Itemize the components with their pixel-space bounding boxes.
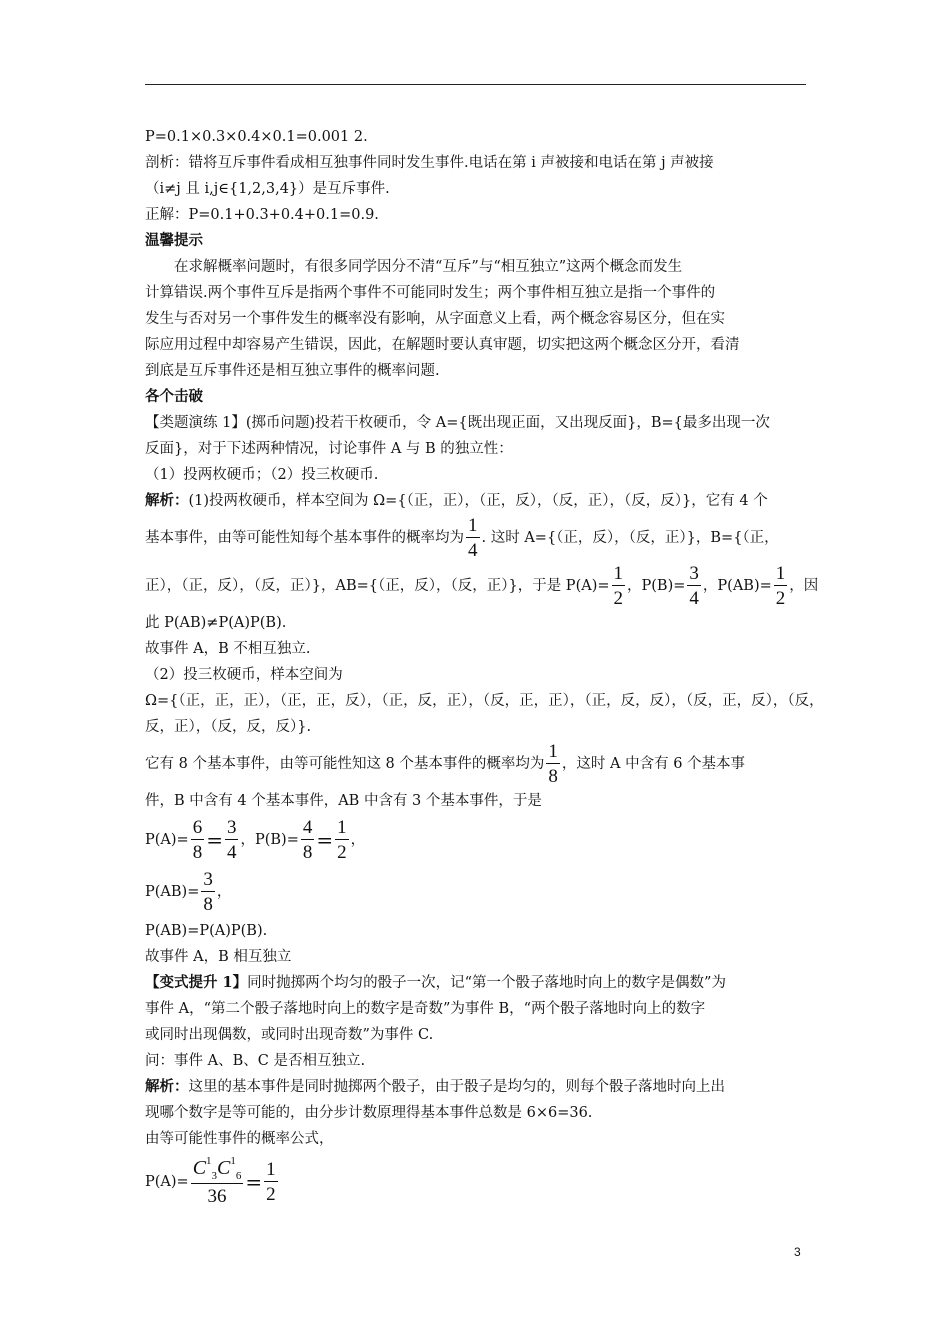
text-line: 到底是互斥事件还是相互独立事件的概率问题.	[145, 363, 440, 379]
denominator: 2	[613, 588, 624, 609]
equals-sign: =	[245, 1170, 263, 1194]
numerator: 6	[192, 817, 203, 838]
text-run: 这里的基本事件是同时抛掷两个骰子，由于骰子是均匀的，则每个骰子落地时向上出	[188, 1079, 725, 1095]
text-run: (1)投两枚硬币，样本空间为 Ω={（正，正），（正，反），（反，正），（反，反）}，它有 4 个	[188, 493, 768, 509]
text-run: ，因	[789, 578, 819, 594]
denominator: 2	[775, 588, 786, 609]
denominator: 4	[226, 842, 237, 863]
fraction-1-2	[264, 1160, 278, 1204]
text-line	[145, 740, 809, 788]
text-line: Ω={（正，正，正），（正，正，反），（正，反，正），（反，正，正），（正，反，反），（反，正，反），（反，	[145, 693, 824, 709]
document-body	[145, 124, 824, 1212]
text-run: ，这时 A 中含有 6 个基本事	[561, 756, 746, 772]
fraction-3-8	[201, 870, 215, 914]
sup: 1	[206, 1155, 212, 1168]
text-line: 现哪个数字是等可能的，由分步计数原理得基本事件总数是 6×6=36.	[145, 1105, 593, 1121]
text-line: 计算错误.两个事件互斥是指两个事件不可能同时发生；两个事件相互独立是指一个事件的	[145, 285, 716, 301]
text-line	[145, 562, 819, 610]
text-run: ，P(B)=	[240, 832, 299, 848]
text-line: 由等可能性事件的概率公式，	[145, 1131, 334, 1147]
text-run: 同时抛掷两个均匀的骰子一次，记“第一个骰子落地时向上的数字是偶数”为	[247, 975, 726, 991]
denominator: 8	[548, 766, 558, 787]
denominator: 8	[302, 842, 313, 863]
numerator: 4	[302, 817, 313, 838]
text-run: P(AB)=	[145, 884, 200, 900]
text-line: （1）投两枚硬币；（2）投三枚硬币.	[145, 467, 379, 483]
text-run: 它有 8 个基本事件，由等可能性知这 8 个基本事件的概率均为	[145, 756, 545, 772]
text-line: 际应用过程中却容易产生错误，因此，在解题时要认真审题，切实把这两个概念区分开，看清	[145, 337, 740, 353]
c-letter: C	[217, 1156, 231, 1179]
text-line	[145, 1152, 809, 1212]
section-heading: 各个击破	[145, 388, 203, 405]
text-run: 基本事件，由等可能性知每个基本事件的概率均为	[145, 530, 464, 546]
denominator: 2	[337, 842, 347, 863]
text-line	[145, 1074, 809, 1100]
text-run: P(A)=	[145, 1174, 189, 1190]
denominator: 4	[468, 540, 478, 561]
text-line	[145, 514, 809, 562]
label-bianshi: 【变式提升 1】	[145, 974, 248, 991]
text-line: （i≠j 且 i,j∈{1,2,3,4}）是互斥事件.	[145, 181, 390, 197]
fraction-1-4	[466, 516, 480, 560]
header-rule	[145, 84, 806, 85]
text-run: ，	[350, 832, 366, 848]
equals-sign: =	[316, 828, 334, 852]
denominator: 2	[266, 1184, 276, 1205]
text-line: （2）投三枚硬币，样本空间为	[145, 667, 343, 683]
fraction-1-2	[774, 564, 788, 608]
sub: 6	[235, 1169, 242, 1182]
text-line: 【类题演练 1】(掷币问题)投若干枚硬币，令 A={既出现正面，又出现反面}，B={最多出现一次	[145, 415, 770, 431]
fraction-combination	[191, 1155, 244, 1208]
equals-sign: =	[206, 828, 223, 852]
text-line: 或同时出现偶数，或同时出现奇数”为事件 C.	[145, 1027, 434, 1043]
numerator: 3	[689, 563, 699, 584]
text-run: . 这时 A={（正，反），（反，正）}，B={（正，	[481, 530, 779, 546]
numerator: 1	[266, 1159, 276, 1180]
text-line: P=0.1×0.3×0.4×0.1=0.001 2.	[145, 129, 368, 145]
text-run: ，P(B)=	[627, 578, 686, 594]
fraction-6-8	[191, 818, 205, 862]
text-line: 件，B 中含有 4 个基本事件，AB 中含有 3 个基本事件，于是	[145, 793, 542, 809]
text-line: 剖析：错将互斥事件看成相互独事件同时发生事件.电话在第 i 声被接和电话在第 j 声被接	[145, 155, 714, 171]
text-line: 反，正），（反，反，反）}.	[145, 719, 312, 735]
fraction-3-4	[687, 564, 701, 608]
text-run: ，	[216, 884, 232, 900]
numerator: 1	[613, 563, 624, 584]
text-line: 故事件 A，B 不相互独立.	[145, 641, 311, 657]
text-line	[145, 970, 809, 996]
text-line: 问：事件 A、B、C 是否相互独立.	[145, 1053, 366, 1069]
text-run: P(A)=	[145, 832, 189, 848]
c-letter: C	[192, 1156, 207, 1179]
fraction-4-8	[301, 818, 315, 862]
fraction-3-4	[225, 818, 239, 862]
page-number: 3	[794, 1245, 801, 1259]
sub: 3	[211, 1169, 218, 1182]
numerator: 3	[226, 817, 237, 838]
text-line	[145, 814, 809, 866]
numerator: 1	[775, 563, 786, 584]
text-line: 故事件 A，B 相互独立	[145, 949, 292, 965]
label-jiexi: 解析：	[145, 1078, 189, 1095]
text-line	[145, 866, 809, 918]
denominator: 4	[689, 588, 699, 609]
text-line: 在求解概率问题时，有很多同学因分不清“互斥”与“相互独立”这两个概念而发生	[174, 259, 683, 275]
denominator: 8	[192, 842, 203, 863]
label-jiexi: 解析：	[145, 492, 189, 509]
text-line: 此 P(AB)≠P(A)P(B).	[145, 615, 287, 631]
text-line: 反面}，对于下述两种情况，讨论事件 A 与 B 的独立性：	[145, 441, 513, 457]
numerator: 1	[468, 515, 478, 536]
text-run: 正），（正，反），（反，正）}，AB={（正，反），（反，正）}，于是 P(A)=	[145, 578, 610, 594]
denominator: 36	[207, 1186, 227, 1208]
numerator: 1	[548, 741, 558, 762]
text-line: 事件 A，“第二个骰子落地时向上的数字是奇数”为事件 B，“两个骰子落地时向上的数字	[145, 1001, 706, 1017]
fraction-1-2	[612, 564, 626, 608]
sup: 1	[230, 1155, 236, 1168]
fraction-1-8	[546, 742, 560, 786]
fraction-1-2	[335, 818, 349, 862]
numerator	[191, 1155, 244, 1185]
text-line	[145, 488, 809, 514]
text-line: 发生与否对另一个事件发生的概率没有影响，从字面意义上看，两个概念容易区分，但在实	[145, 311, 725, 327]
numerator: 1	[337, 817, 347, 838]
text-line: 正解：P=0.1+0.3+0.4+0.1=0.9.	[145, 207, 379, 223]
text-run: ，P(AB)=	[702, 578, 772, 594]
denominator: 8	[203, 894, 213, 915]
section-heading: 温馨提示	[145, 232, 203, 249]
numerator: 3	[203, 869, 213, 890]
text-line: P(AB)=P(A)P(B).	[145, 923, 268, 939]
